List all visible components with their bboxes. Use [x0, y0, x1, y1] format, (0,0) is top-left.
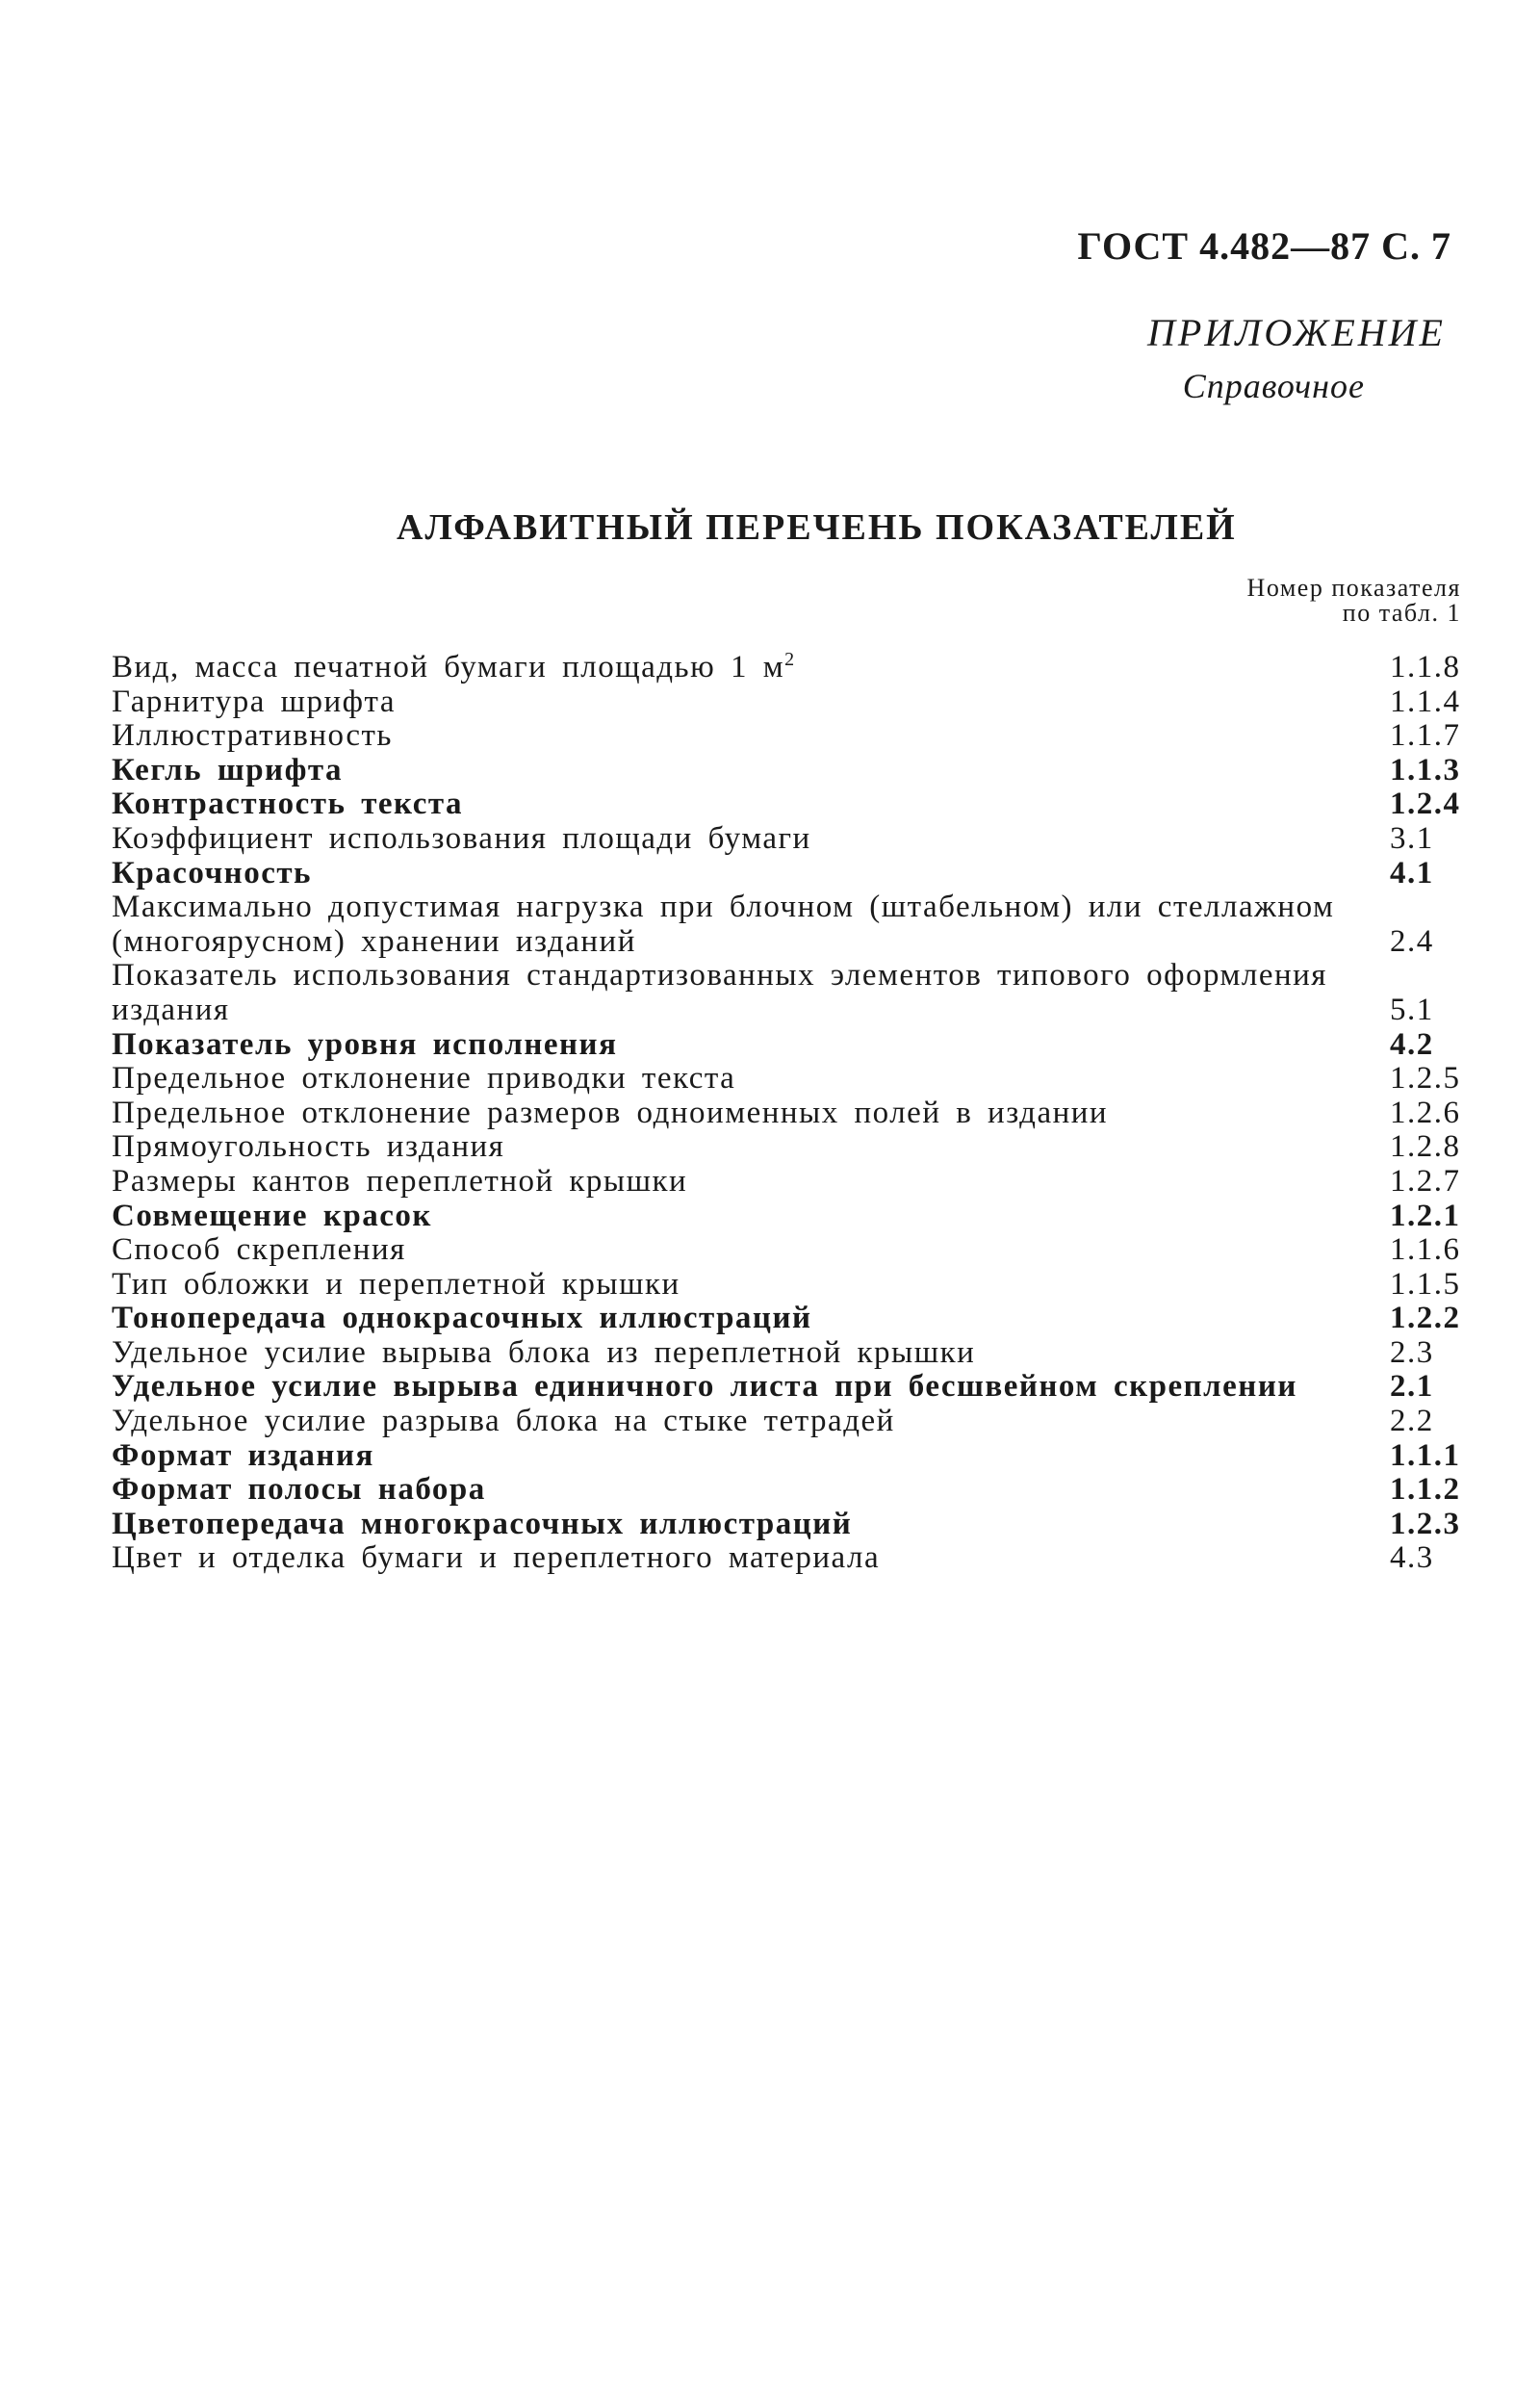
indicator-name: Совмещение красок [112, 1198, 432, 1233]
indicator-name: Максимально допустимая нагрузка при блочном (штабельном) или стеллажном (многоярусном) хранении изданий [112, 890, 1335, 959]
indicator-name: Формат издания [112, 1437, 374, 1473]
list-item [112, 1200, 1463, 1234]
indicator-number: 4.2 [1390, 1026, 1434, 1062]
indicator-number: 1.2.7 [1390, 1163, 1461, 1199]
page-title: АЛФАВИТНЫЙ ПЕРЕЧЕНЬ ПОКАЗАТЕЛЕЙ [397, 507, 1237, 548]
indicator-number: 1.1.4 [1390, 684, 1461, 719]
indicator-number: 3.1 [1390, 820, 1434, 856]
indicator-number: 2.4 [1390, 923, 1434, 959]
indicator-number: 1.2.4 [1390, 787, 1461, 822]
indicator-name: Предельное отклонение приводки текста [112, 1061, 736, 1097]
indicator-name: Иллюстративность [112, 718, 393, 754]
appendix-label: ПРИЛОЖЕНИЕ [1147, 311, 1446, 354]
indicator-name: Прямоугольность издания [112, 1129, 505, 1165]
indicator-name: Показатель использования стандартизованных элементов типового оформления издания [112, 958, 1327, 1027]
list-item [112, 1302, 1463, 1336]
list-item [112, 1028, 1463, 1063]
list-item [112, 1233, 1463, 1268]
indicator-name: Цветопередача многокрасочных иллюстраций [112, 1506, 853, 1541]
appendix-type: Справочное [1182, 367, 1365, 405]
list-item [112, 1541, 1463, 1576]
indicator-number: 1.2.1 [1390, 1198, 1461, 1233]
indicator-number: 1.1.1 [1390, 1437, 1461, 1473]
indicator-number: 1.2.8 [1390, 1129, 1461, 1165]
indicator-number: 2.2 [1390, 1404, 1434, 1439]
list-item [112, 787, 1463, 822]
indicator-name: Способ скрепления [112, 1232, 406, 1268]
indicator-number: 1.1.6 [1390, 1232, 1461, 1268]
indicator-number: 1.2.5 [1390, 1061, 1461, 1097]
list-item [112, 651, 1463, 685]
indicator-name: Контрастность текста [112, 787, 464, 822]
page-header: ГОСТ 4.482—87 С. 7 [1077, 224, 1451, 268]
indicator-number: 1.2.2 [1390, 1301, 1461, 1336]
indicator-number: 1.1.2 [1390, 1472, 1461, 1508]
list-item [112, 1130, 1463, 1165]
list-item [112, 891, 1463, 959]
indicator-name: Вид, масса печатной бумаги площадью 1 $м^2$ [112, 649, 796, 684]
indicator-number: 1.1.7 [1390, 718, 1461, 754]
list-item [112, 1473, 1463, 1508]
list-item [112, 1508, 1463, 1542]
indicator-number: 2.3 [1390, 1334, 1434, 1370]
indicator-number: 4.1 [1390, 855, 1434, 891]
list-item [112, 1370, 1463, 1405]
list-item [112, 857, 1463, 891]
list-item [112, 1165, 1463, 1200]
column-header-line2: по табл. 1 [1342, 599, 1461, 627]
indicator-number: 1.1.8 [1390, 650, 1461, 684]
superscript: 2 [784, 649, 796, 670]
indicator-number: 5.1 [1390, 992, 1434, 1027]
indicator-number: 1.1.3 [1390, 752, 1461, 787]
indicator-number: 1.2.3 [1390, 1506, 1461, 1541]
indicator-name: Показатель уровня исполнения [112, 1026, 618, 1062]
list-item [112, 719, 1463, 754]
list-item [112, 1097, 1463, 1131]
list-item [112, 685, 1463, 720]
indicator-name: Удельное усилие разрыва блока на стыке тетрадей [112, 1404, 895, 1439]
indicator-name: Гарнитура шрифта [112, 684, 397, 719]
indicator-name: Удельное усилие вырыва единичного листа при бесшвейном скреплении [112, 1369, 1297, 1405]
list-item [112, 1268, 1463, 1303]
indicator-name: Красочность [112, 855, 313, 891]
indicator-name: Предельное отклонение размеров одноименных полей в издании [112, 1095, 1109, 1130]
list-item [112, 1439, 1463, 1474]
indicator-name: Удельное усилие вырыва блока из переплетной крышки [112, 1334, 976, 1370]
list-item [112, 959, 1463, 1027]
indicator-number: 2.1 [1390, 1369, 1434, 1405]
indicator-name: Тип обложки и переплетной крышки [112, 1266, 680, 1302]
indicator-name: Тонопередача однокрасочных иллюстраций [112, 1301, 812, 1336]
indicator-name: Формат полосы набора [112, 1472, 486, 1508]
column-header-line1: Номер показателя [1246, 574, 1461, 602]
list-item [112, 822, 1463, 857]
indicator-name: Коэффициент использования площади бумаги [112, 820, 811, 856]
list-item [112, 1062, 1463, 1097]
list-item [112, 1405, 1463, 1439]
column-header [1153, 576, 1461, 626]
indicator-name: Цвет и отделка бумаги и переплетного материала [112, 1540, 881, 1576]
list-item [112, 754, 1463, 788]
indicator-name: Кегль шрифта [112, 752, 344, 787]
indicator-name: Размеры кантов переплетной крышки [112, 1163, 688, 1199]
indicator-list [112, 651, 1463, 1576]
indicator-number: 1.1.5 [1390, 1266, 1461, 1302]
indicator-number: 4.3 [1390, 1540, 1434, 1576]
indicator-number: 1.2.6 [1390, 1095, 1461, 1130]
list-item [112, 1336, 1463, 1371]
